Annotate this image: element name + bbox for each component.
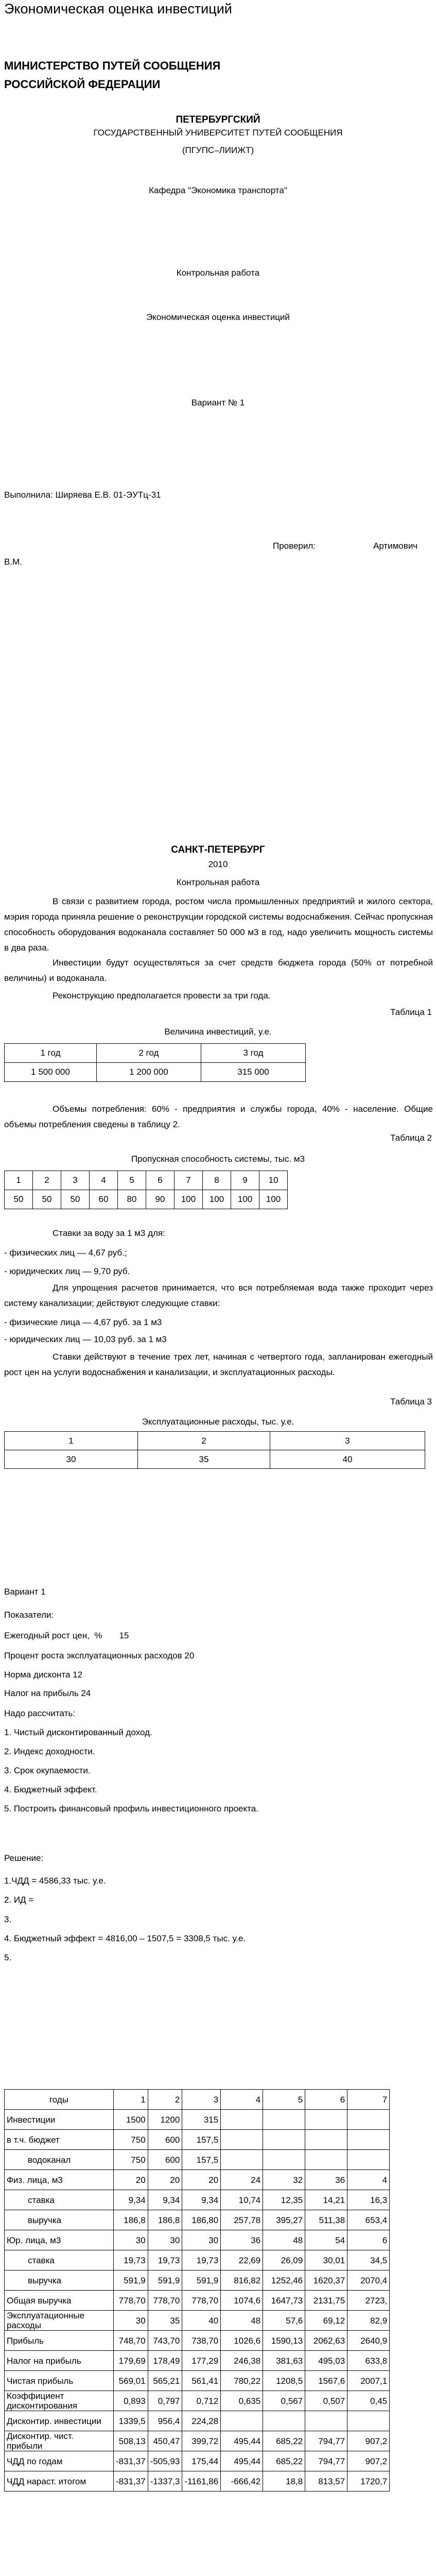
calc-row-label: выручка [5, 2210, 114, 2230]
calc-cell: 30 [182, 2230, 221, 2250]
calc-table-row [5, 2270, 390, 2291]
calc-table-row [5, 2311, 390, 2331]
calc-cell: 907,2 [347, 2431, 390, 2451]
calc-header-year: 4 [221, 2090, 263, 2110]
calc-cell: 19,73 [148, 2250, 182, 2270]
calc-cell: 561,41 [182, 2371, 221, 2391]
calc-cell: 2062,63 [305, 2331, 347, 2351]
task-item: 5. Построить финансовый профиль инвестиционного проекта. [4, 1804, 258, 1814]
calc-cell: 30 [114, 2230, 148, 2250]
calc-cell [221, 2411, 263, 2431]
calc-cell: -666,42 [221, 2471, 263, 2492]
task-item: 2. Индекс доходности. [4, 1747, 95, 1756]
table1-header: 3 год [201, 1044, 306, 1063]
calc-cell: 591,9 [114, 2270, 148, 2291]
table3-cell: 30 [5, 1450, 138, 1469]
table2-header: 5 [118, 1171, 146, 1190]
table2-cell: 100 [259, 1190, 288, 1209]
calc-row-label: ЧДД нараст. итогом [5, 2471, 114, 2492]
solution-item: 4. Бюджетный эффект = 4816,00 – 1507,5 = 3308,5 тыс. у.е. [4, 1934, 246, 1943]
calc-table-header-row [5, 2090, 390, 2110]
table2-header: 4 [90, 1171, 118, 1190]
calc-cell: 30,01 [305, 2250, 347, 2270]
calc-header-year: 7 [347, 2090, 390, 2110]
calc-cell: 600 [148, 2150, 182, 2170]
calc-table-row [5, 2411, 390, 2431]
calc-row-label: Прибыль [5, 2331, 114, 2351]
calc-row-label: Коэффициент дисконтирования [5, 2391, 114, 2411]
paragraph-rates: Ставки за воду за 1 м3 для: [53, 1228, 165, 1238]
calc-cell [347, 2110, 390, 2130]
calc-cell: 794,77 [305, 2451, 347, 2471]
calc-table-row [5, 2190, 390, 2210]
table2-header: 7 [175, 1171, 203, 1190]
calc-cell: 4 [347, 2170, 390, 2190]
calc-table-row [5, 2210, 390, 2230]
calc-row-label: ставка [5, 2190, 114, 2210]
calc-cell: 177,29 [182, 2351, 221, 2371]
calc-row-label: Общая выручка [5, 2291, 114, 2311]
calc-cell: 36 [305, 2170, 347, 2190]
ministry-line-1: МИНИСТЕРСТВО ПУТЕЙ СООБЩЕНИЯ [4, 59, 221, 72]
calc-cell: 1567,6 [305, 2371, 347, 2391]
paragraph-growth: Ставки действуют в течение трех лет, начиная с четвертого года, запланирован ежегодный рост цен на услуги водоснабжения и канализации, и эксплуатационных расходы. [4, 1352, 433, 1377]
rate-legal: - юридических лиц — 9,70 руб. [4, 1266, 130, 1276]
indicator-opex-growth: Процент роста эксплуатационных расходов 20 [4, 1651, 195, 1660]
calc-cell [347, 2130, 390, 2150]
indicator-discount-rate: Норма дисконта 12 [4, 1670, 83, 1680]
solution-label: Решение: [4, 1853, 44, 1863]
sewage-individuals: - физические лица — 4,67 руб. за 1 м3 [4, 1317, 162, 1327]
calc-cell [305, 2110, 347, 2130]
calc-cell: 48 [263, 2230, 305, 2250]
solution-item: 1.ЧДД = 4586,33 тыс. у.е. [4, 1876, 106, 1886]
calc-cell: 0,507 [305, 2391, 347, 2411]
calc-cell: 0,567 [263, 2391, 305, 2411]
calc-cell: -505,93 [148, 2451, 182, 2471]
calc-cell: -831,37 [114, 2471, 148, 2492]
calc-cell: 813,57 [305, 2471, 347, 2492]
calc-table-row [5, 2371, 390, 2391]
table1-cell: 1 500 000 [5, 1063, 97, 1082]
calc-cell: 565,21 [148, 2371, 182, 2391]
calc-row-label: в т.ч. бюджет [5, 2130, 114, 2150]
calc-cell: 36 [221, 2230, 263, 2250]
calc-cell: 6 [347, 2230, 390, 2250]
calc-cell: 57,6 [263, 2311, 305, 2331]
ministry-line-2: РОССИЙСКОЙ ФЕДЕРАЦИИ [4, 78, 161, 91]
table3-cell: 40 [270, 1450, 425, 1469]
calc-cell: 2131,75 [305, 2291, 347, 2311]
calc-cell: 956,4 [148, 2411, 182, 2431]
calc-row-label: Эксплуатационные расходы [5, 2311, 114, 2331]
table2-header: 3 [61, 1171, 90, 1190]
calc-cell: 600 [148, 2130, 182, 2150]
calc-cell: 26,09 [263, 2250, 305, 2270]
paragraph-intro: В связи с развитием города, ростом числа промышленных предприятий и жилого сектора, мэрия города приняла решение о реконструкции городской системы водоснабжения. Сейчас пропускная способность оборудования водоканала составляет 50 000 м3 в год, надо увеличить мощность системы в два раза. [4, 896, 433, 953]
calc-cell: 224,28 [182, 2411, 221, 2431]
calc-table-row [5, 2351, 390, 2371]
calc-table-row [5, 2451, 390, 2471]
calc-cell: 0,893 [114, 2391, 148, 2411]
calc-cell: 738,70 [182, 2331, 221, 2351]
calc-cell: 794,77 [305, 2431, 347, 2451]
calc-cell: 495,03 [305, 2351, 347, 2371]
calc-cell [221, 2110, 263, 2130]
calc-cell: 780,22 [221, 2371, 263, 2391]
calc-cell [263, 2150, 305, 2170]
calc-cell: 1200 [148, 2110, 182, 2130]
calc-cell: 2640,9 [347, 2331, 390, 2351]
calc-cell: 1074,6 [221, 2291, 263, 2311]
calc-cell: 186,8 [148, 2210, 182, 2230]
document-title: Экономическая оценка инвестиций [4, 1, 232, 16]
calc-cell: 32 [263, 2170, 305, 2190]
calc-cell: 20 [182, 2170, 221, 2190]
table1-title: Величина инвестиций, у.е. [164, 1027, 272, 1037]
calc-cell: 778,70 [182, 2291, 221, 2311]
calc-cell: 685,22 [263, 2451, 305, 2471]
calc-cell: 1208,5 [263, 2371, 305, 2391]
table2-cell: 50 [61, 1190, 90, 1209]
table2-header: 9 [231, 1171, 259, 1190]
calc-cell [347, 2411, 390, 2431]
calc-table-row [5, 2170, 390, 2190]
calc-header-year: 1 [114, 2090, 148, 2110]
calc-table-row [5, 2110, 390, 2130]
calc-cell: 40 [182, 2311, 221, 2331]
calc-header-year: 2 [148, 2090, 182, 2110]
calc-cell: 2723, [347, 2291, 390, 2311]
paragraph-schedule: Реконструкцию предполагается провести за три года. [53, 991, 271, 1001]
calc-cell: 19,73 [114, 2250, 148, 2270]
calc-cell: 14,21 [305, 2190, 347, 2210]
calc-table-row [5, 2391, 390, 2411]
table3-header: 3 [270, 1432, 425, 1450]
calc-cell: 495,44 [221, 2431, 263, 2451]
rate-individuals: - физических лиц — 4,67 руб.; [4, 1248, 127, 1258]
table2-title: Пропускная способность системы, тыс. м3 [131, 1154, 305, 1164]
calc-cell: 24 [221, 2170, 263, 2190]
table2-cell: 100 [231, 1190, 259, 1209]
calc-label: Надо рассчитать: [4, 1708, 75, 1718]
table2-cell: 90 [146, 1190, 175, 1209]
solution-item: 3. [4, 1914, 12, 1924]
calc-table-row [5, 2291, 390, 2311]
calc-cell: 178,49 [148, 2351, 182, 2371]
calc-cell: 816,82 [221, 2270, 263, 2291]
calc-cell: 157,5 [182, 2130, 221, 2150]
calc-cell: 1590,13 [263, 2331, 305, 2351]
table1-cell: 1 200 000 [97, 1063, 201, 1082]
calc-cell [347, 2150, 390, 2170]
calc-cell [263, 2130, 305, 2150]
calc-cell: 778,70 [114, 2291, 148, 2311]
calc-cell: 2070,4 [347, 2270, 390, 2291]
calc-row-label: водоканал [5, 2150, 114, 2170]
calc-cell: 315 [182, 2110, 221, 2130]
calc-cell: 395,27 [263, 2210, 305, 2230]
calc-cell: 381,63 [263, 2351, 305, 2371]
calc-header-year: 6 [305, 2090, 347, 2110]
checked-label: Проверил: [273, 541, 316, 551]
calc-row-label: выручка [5, 2270, 114, 2291]
calc-cell: 653,4 [347, 2210, 390, 2230]
calc-cell: 743,70 [148, 2331, 182, 2351]
calc-cell: 750 [114, 2150, 148, 2170]
solution-item: 2. ИД = [4, 1895, 34, 1905]
calc-cell: 495,44 [221, 2451, 263, 2471]
table2-label: Таблица 2 [390, 1133, 432, 1143]
table2-header: 6 [146, 1171, 175, 1190]
calc-cell: 633,8 [347, 2351, 390, 2371]
calc-cell: 16,3 [347, 2190, 390, 2210]
calc-cell: 907,2 [347, 2451, 390, 2471]
calc-cell [305, 2130, 347, 2150]
table2-cell: 50 [33, 1190, 61, 1209]
table3-label: Таблица 3 [390, 1397, 432, 1406]
calc-cell: 685,22 [263, 2431, 305, 2451]
task-item: 4. Бюджетный эффект. [4, 1785, 97, 1794]
indicator-price-growth: Ежегодный рост цен, % 15 [4, 1631, 129, 1640]
calc-cell [263, 2411, 305, 2431]
task-item: 1. Чистый дисконтированный доход. [4, 1727, 152, 1737]
calc-row-label: Юр. лица, м3 [5, 2230, 114, 2250]
calc-table-row [5, 2331, 390, 2351]
calc-cell: 1620,37 [305, 2270, 347, 2291]
calc-row-label: Физ. лица, м3 [5, 2170, 114, 2190]
calc-cell: 19,73 [182, 2250, 221, 2270]
calc-cell: 1720,7 [347, 2471, 390, 2492]
calc-cell: 0,45 [347, 2391, 390, 2411]
calc-header-year: 5 [263, 2090, 305, 2110]
calc-cell: 69,12 [305, 2311, 347, 2331]
calc-cell: 82,9 [347, 2311, 390, 2331]
table1-cell: 315 000 [201, 1063, 306, 1082]
calc-row-label: Дисконтир. инвестиции [5, 2411, 114, 2431]
calc-cell: 1026,6 [221, 2331, 263, 2351]
calc-cell: 591,9 [182, 2270, 221, 2291]
calc-cell: 186,8 [114, 2210, 148, 2230]
calc-cell: 748,70 [114, 2331, 148, 2351]
calc-cell: 450,47 [148, 2431, 182, 2451]
table3-header: 1 [5, 1432, 138, 1450]
calc-cell: 34,5 [347, 2250, 390, 2270]
calc-cell: 9,34 [114, 2190, 148, 2210]
calc-table-row [5, 2130, 390, 2150]
calc-cell: 1647,73 [263, 2291, 305, 2311]
table2-cell: 60 [90, 1190, 118, 1209]
calc-cell: 257,78 [221, 2210, 263, 2230]
calc-row-label: Инвестиции [5, 2110, 114, 2130]
calc-cell: 0,712 [182, 2391, 221, 2411]
calc-cell: 0,635 [221, 2391, 263, 2411]
calc-cell [263, 2110, 305, 2130]
university-city: ПЕТЕРБУРГСКИЙ [176, 114, 260, 125]
table3-header: 2 [138, 1432, 270, 1450]
table2-header: 2 [33, 1171, 61, 1190]
work-type: Контрольная работа [176, 268, 260, 278]
calc-cell: 750 [114, 2130, 148, 2150]
paragraph-consumption: Объемы потребления: 60% - предприятия и службы города, 40% - население. Общие объемы потребления сведены в таблицу 2. [4, 1104, 433, 1129]
table2-cell: 100 [203, 1190, 231, 1209]
calc-cell: 9,34 [148, 2190, 182, 2210]
calc-cell: 12,35 [263, 2190, 305, 2210]
calc-cell: 20 [148, 2170, 182, 2190]
calc-cell: 508,13 [114, 2431, 148, 2451]
calc-cell: -831,37 [114, 2451, 148, 2471]
sewage-legal: - юридических лиц — 10,03 руб. за 1 м3 [4, 1334, 167, 1344]
calc-cell: 186,80 [182, 2210, 221, 2230]
department: Кафедра "Экономика транспорта" [149, 185, 287, 195]
calc-cell [221, 2150, 263, 2170]
indicators-label: Показатели: [4, 1610, 54, 1620]
calc-table-row [5, 2250, 390, 2270]
calc-cell: 1339,5 [114, 2411, 148, 2431]
calc-cell [305, 2150, 347, 2170]
university-abbr: (ПГУПС–ЛИИЖТ) [182, 145, 254, 155]
calc-cell: 1500 [114, 2110, 148, 2130]
calc-header-year: 3 [182, 2090, 221, 2110]
calc-cell: 157,5 [182, 2150, 221, 2170]
calc-cell: 54 [305, 2230, 347, 2250]
task-item: 3. Срок окупаемости. [4, 1766, 91, 1775]
calc-row-label: Чистая прибыль [5, 2371, 114, 2391]
variant-number: Вариант № 1 [191, 398, 245, 408]
calc-row-label: ставка [5, 2250, 114, 2270]
calc-table-row [5, 2471, 390, 2492]
calc-cell: 591,9 [148, 2270, 182, 2291]
calc-cell: -1337,3 [148, 2471, 182, 2492]
calc-cell: 30 [114, 2311, 148, 2331]
paragraph-sewage: Для упрощения расчетов принимается, что вся потребляемая вода также проходит через систему канализации; действуют следующие ставки: [4, 1283, 433, 1308]
calc-table-row [5, 2150, 390, 2170]
calc-cell: 22,69 [221, 2250, 263, 2270]
calc-cell: 179,69 [114, 2351, 148, 2371]
table1-header: 1 год [5, 1044, 97, 1063]
checker-initials: В.М. [4, 557, 22, 567]
calc-cell: 246,38 [221, 2351, 263, 2371]
calc-cell: 0,797 [148, 2391, 182, 2411]
calc-cell: 48 [221, 2311, 263, 2331]
calculation-table [4, 2089, 390, 2492]
calc-cell: 175,44 [182, 2451, 221, 2471]
table1-label: Таблица 1 [390, 1007, 432, 1017]
calc-cell [221, 2130, 263, 2150]
table2-cell: 50 [5, 1190, 33, 1209]
calc-cell: 399,72 [182, 2431, 221, 2451]
calc-cell: 18,8 [263, 2471, 305, 2492]
calc-header-label: годы [5, 2090, 114, 2110]
table2-header: 1 [5, 1171, 33, 1190]
calc-cell: 10,74 [221, 2190, 263, 2210]
calc-table-row [5, 2431, 390, 2451]
city: САНКТ-ПЕТЕРБУРГ [171, 844, 265, 855]
calc-cell: 9,34 [182, 2190, 221, 2210]
calc-cell: -1161,86 [182, 2471, 221, 2492]
solution-item: 5. [4, 1953, 12, 1962]
calc-cell: 569,01 [114, 2371, 148, 2391]
table3-cell: 35 [138, 1450, 270, 1469]
table2-header: 8 [203, 1171, 231, 1190]
calc-row-label: Дисконтир. чист. прибыли [5, 2431, 114, 2451]
checker-surname: Артимович [373, 541, 418, 551]
author: Выполнила: Ширяева Е.В. 01-ЭУТц-31 [4, 490, 161, 500]
calc-row-label: ЧДД по годам [5, 2451, 114, 2471]
calc-cell: 30 [148, 2230, 182, 2250]
paragraph-financing: Инвестиции будут осуществляться за счет средств бюджета города (50% от потребной величины) и водоканала. [4, 958, 433, 983]
calc-cell: 778,70 [148, 2291, 182, 2311]
calc-row-label: Налог на прибыль [5, 2351, 114, 2371]
table1-header: 2 год [97, 1044, 201, 1063]
task-variant: Вариант 1 [4, 1587, 46, 1597]
table2-header: 10 [259, 1171, 288, 1190]
calc-cell: 35 [148, 2311, 182, 2331]
calc-cell: 20 [114, 2170, 148, 2190]
table2-cell: 80 [118, 1190, 146, 1209]
body-heading: Контрольная работа [176, 877, 260, 887]
calc-cell: 511,38 [305, 2210, 347, 2230]
year: 2010 [208, 859, 228, 869]
subject: Экономическая оценка инвестиций [146, 312, 290, 322]
university-name: ГОСУДАРСТВЕННЫЙ УНИВЕРСИТЕТ ПУТЕЙ СООБЩЕНИЯ [93, 128, 343, 138]
calc-cell: 2007,1 [347, 2371, 390, 2391]
calc-table-row [5, 2230, 390, 2250]
table3-title: Эксплуатационные расходы, тыс. у.е. [142, 1417, 294, 1427]
calc-cell [305, 2411, 347, 2431]
calc-cell: 1252,46 [263, 2270, 305, 2291]
table2-cell: 100 [175, 1190, 203, 1209]
indicator-profit-tax: Налог на прибыль 24 [4, 1688, 91, 1698]
